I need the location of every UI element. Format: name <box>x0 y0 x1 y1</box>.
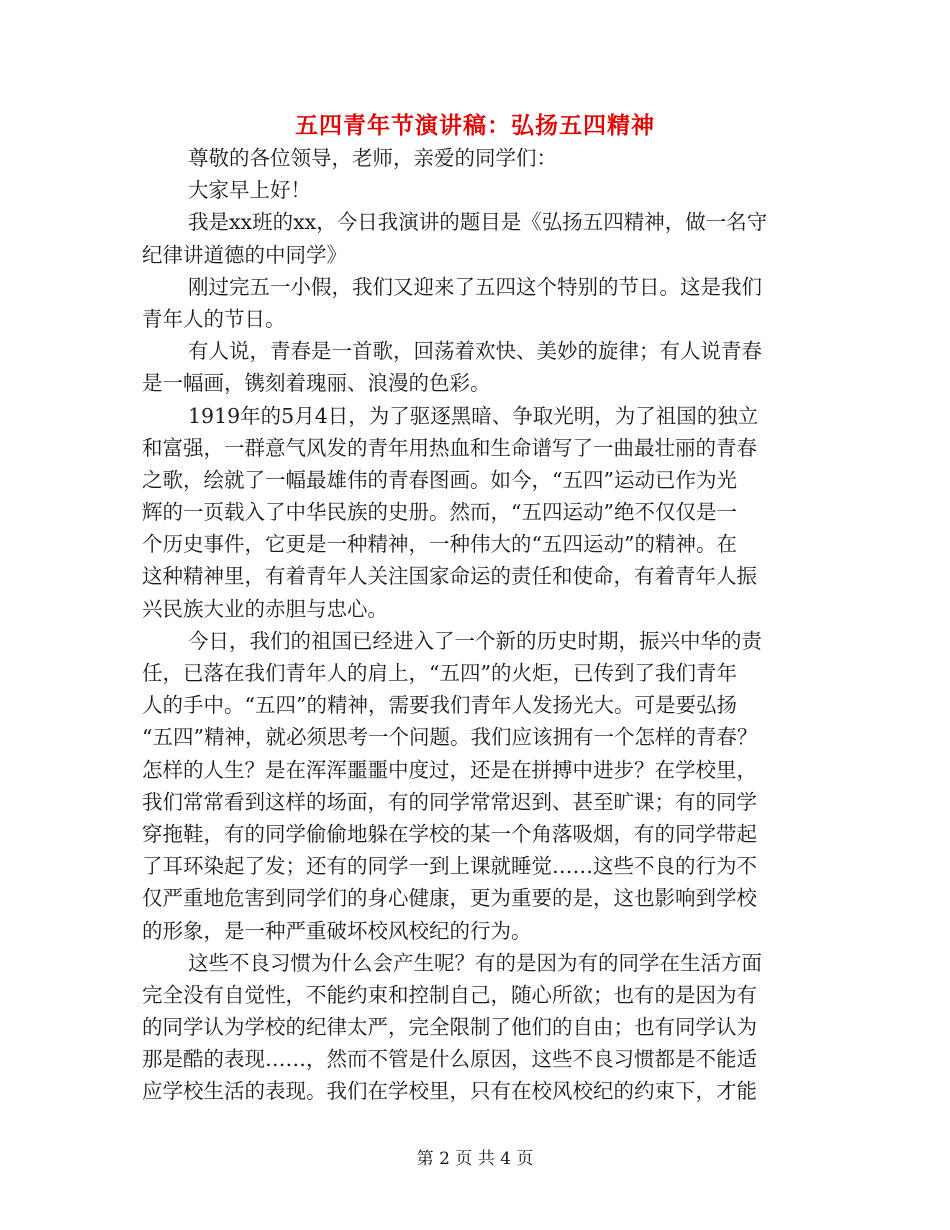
text-line: “五四”精神，就必须思考一个问题。我们应该拥有一个怎样的青春？ <box>142 725 758 750</box>
page-footer: 第 2 页 共 4 页 <box>416 1149 534 1169</box>
text-line: 个历史事件，它更是一种精神，一种伟大的“五四运动”的精神。在 <box>142 532 737 557</box>
text-line: 怎样的人生？是在浑浑噩噩中度过，还是在拼搏中进步？在学校里， <box>142 757 757 782</box>
text-line: 完全没有自觉性，不能约束和控制自己，随心所欲；也有的是因为有 <box>142 982 757 1007</box>
text-line: 青年人的节日。 <box>142 306 286 331</box>
text-line: 之歌，绘就了一幅最雄伟的青春图画。如今，“五四”运动已作为光 <box>142 467 737 492</box>
text-line: 那是酷的表现……，然而不管是什么原因，这些不良习惯都是不能适 <box>142 1047 757 1072</box>
text-line: 尊敬的各位领导，老师，亲爱的同学们： <box>188 146 557 170</box>
text-line: 是一幅画，镌刻着瑰丽、浪漫的色彩。 <box>142 371 491 396</box>
text-line: 的形象，是一种严重破坏校风校纪的行为。 <box>142 918 532 943</box>
text-line: 我是xx班的xx，今日我演讲的题目是《弘扬五四精神，做一名守 <box>188 210 768 235</box>
text-line: 任，已落在我们青年人的肩上，“五四”的火炬，已传到了我们青年 <box>142 661 737 685</box>
text-line: 今日，我们的祖国已经进入了一个新的历史时期，振兴中华的责 <box>188 628 762 653</box>
text-line: 刚过完五一小假，我们又迎来了五四这个特别的节日。这是我们 <box>188 274 762 299</box>
text-line: 和富强，一群意气风发的青年用热血和生命谱写了一曲最壮丽的青春 <box>142 435 757 460</box>
document-body <box>142 142 810 1108</box>
text-line: 穿拖鞋，有的同学偷偷地躲在学校的某一个角落吸烟，有的同学带起 <box>142 821 757 846</box>
text-line: 我们常常看到这样的场面，有的同学常常迟到、甚至旷课；有的同学 <box>142 789 757 814</box>
text-line: 这些不良习惯为什么会产生呢？有的是因为有的同学在生活方面 <box>188 950 762 975</box>
text-line: 辉的一页载入了中华民族的史册。然而，“五四运动”绝不仅仅是一 <box>142 500 737 525</box>
document-title: 五四青年节演讲稿：弘扬五四精神 <box>295 112 655 139</box>
text-line: 了耳环染起了发；还有的同学一到上课就睡觉……这些不良的行为不 <box>142 854 757 879</box>
text-line: 的同学认为学校的纪律太严，完全限制了他们的自由；也有同学认为 <box>142 1015 757 1040</box>
text-line: 应学校生活的表现。我们在学校里，只有在校风校纪的约束下，才能 <box>142 1079 757 1104</box>
text-line: 1919年的5月4日，为了驱逐黑暗、争取光明，为了祖国的独立 <box>188 403 759 428</box>
text-line: 大家早上好！ <box>188 178 311 203</box>
text-line: 有人说，青春是一首歌，回荡着欢快、美妙的旋律；有人说青春 <box>188 339 762 364</box>
text-line: 这种精神里，有着青年人关注国家命运的责任和使命，有着青年人振 <box>142 564 757 589</box>
text-line: 兴民族大业的赤胆与忠心。 <box>142 596 388 621</box>
text-line: 人的手中。“五四”的精神，需要我们青年人发扬光大。可是要弘扬 <box>142 693 737 718</box>
text-line: 纪律讲道德的中同学》 <box>142 242 347 267</box>
text-line: 仅严重地危害到同学们的身心健康，更为重要的是，这也影响到学校 <box>142 886 757 911</box>
